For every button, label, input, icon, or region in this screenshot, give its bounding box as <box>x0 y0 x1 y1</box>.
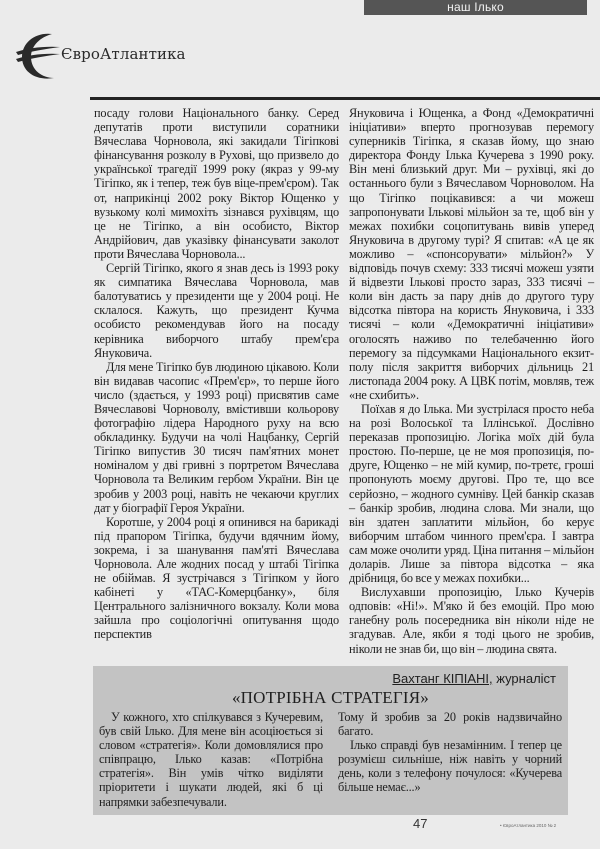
magazine-logo <box>14 30 204 82</box>
euro-logo-icon <box>14 30 64 82</box>
sidebar-columns <box>99 710 562 809</box>
article-column-left <box>94 106 339 656</box>
logo-text: ЄвроАтлантика <box>61 45 186 63</box>
paragraph: Януковича і Ющенка, а Фонд «Демократичні ініціативи» вперто прогнозував перемогу суперників Тігіпка, я сказав йому, що знаю директора Фонду Ілька Кучерева з 1990 року. Він мені близький друг. Ми – рухівці, які до останнього були з Вячеславом Чорноволом. На що Тігіпко поцікавився: а чи можеш запропонувати Ількові мільйон за те, щоб він у межах похибки соцопитувань вивів уперед Януковича в другому турі? Я спитав: «А це як можливо – «спонсорувати» мільйон?» У відповідь почув схему: 333 тисячі можеш узяти й відвезти Ількові просто зараз, 333 тисячі – коли він дасть за пару днів до другого туру відсотка півтора на користь Януковича, і 333 тисячі – коли «Демократичні ініціативи» оголосять наживо по телебаченню його перемогу за підсумками Національного екзит-полу після закриття виборчих дільниць 21 листопада 2004 року. А ЦВК потім, мовляв, теж «не схибить». <box>349 106 594 402</box>
paragraph: Для мене Тігіпко був людиною цікавою. Коли він видавав часопис «Прем'єр», то перше його число (здається, у 1993 році) присвятив саме Вячеславові Чорноволу, вмістивши кольорову фотографію лідера Народного руху на всю обкладинку. Будучи на чолі Нацбанку, Сергій Тігіпко випустив 30 тисяч пам'ятних монет номіналом у дві гривні з портретом Вячеслава Чорновола та Великим гербом України. Він це зробив у 2003 році, навіть не чекаючи круглих дат у біографії Героя України. <box>94 359 339 515</box>
paragraph: посаду голови Національного банку. Серед депутатів проти виступили соратники Вячеслава Чорновола, які закидали Тігіпкові фінансування розколу в Рухові, що призвело до української трагедії 1999 року (якраз у 99-му Тігіпко, як і тепер, теж був віце-прем'єром). Так от, наприкінці 2002 року Віктор Ющенко у вузькому колі мимохіть зізнався рухівцям, що це не Тігіпко, а він особисто, Віктор Андрійович, дав указівку фінансувати заколот проти Вячеслава Чорновола... <box>94 106 339 261</box>
sidebar-column-right <box>338 710 562 809</box>
paragraph: Коротше, у 2004 році я опинився на барикаді під прапором Тігіпка, будучи вдячним йому, зокрема, і за шанування пам'яті Вячеслава Чорновола. Але жодних посад у штабі Тігіпка не обіймав. Я зустрічався з Тігіпком у його кабінеті у «ТАС-Комерцбанку», біля Центрального залізничного вокзалу. Коли мова зайшла про соціологічні опитування щодо перспектив <box>94 514 339 642</box>
sidebar-title: «ПОТРІБНА СТРАТЕГІЯ» <box>231 688 429 707</box>
paragraph: Поїхав я до Ілька. Ми зустрілася просто неба на розі Волоської та Іллінської. Дослівно переказав пропозицію. Логіка моїх дій була простою. По-перше, це не моя пропозиція, по-друге, Ющенко – не мій кумир, по-третє, гроші пропонують моєму другові. Про те, що все серйозно, – жодного сумніву. Цей банкір сказав – банкір зробив, людина слова. Ми знали, що він здатен заплатити мільйон, бо керує виборчим штабом чинного прем'єра. І завтра сам може очолити уряд. Ціна питання – мільйон доларів. Лише за півтора відсотка – яка дрібниця, бо все у межах похибки... <box>349 401 594 586</box>
byline <box>99 671 562 686</box>
paragraph: Сергій Тігіпко, якого я знав десь із 1993 року як симпатика Вячеслава Чорновола, мав балотуватись у президенти ще у 2004 році. Не склалося. Кажуть, що президент Кучма особисто рекомендував його на посаду керівника виборчого штабу прем'єра Януковича. <box>94 261 339 360</box>
issue-info: • ЄвроАтлантика 2010 № 2 <box>500 823 557 828</box>
sidebar-column-left <box>99 710 323 809</box>
sidebar-box <box>93 666 568 815</box>
article-column-right <box>349 106 594 656</box>
paragraph: Вислухавши пропозицію, Ілько Кучерів одповів: «Ні!». М'яко й без емоцій. Про мою ганебну роль посередника він ніколи ніде не згадував. Але, якби я тоді цього не зробив, ніколи не знав би, що він – людина свята. <box>349 585 594 656</box>
article-body <box>94 106 594 656</box>
author-role: журналіст <box>492 671 556 686</box>
page-number: 47 <box>413 816 428 831</box>
header-rule <box>90 97 600 100</box>
paragraph: Тому й зробив за 20 років надзвичайно багато. <box>338 710 562 739</box>
section-tab: наш Ілько <box>364 0 587 15</box>
paragraph: У кожного, хто спілкувався з Кучеревим, був свій Ілько. Для мене він асоціюється зі словом «стратегія». Коли домовлялися про співпрацю, Ілько казав: «Потрібна стратегія». Він умів чітко виділяти пріоритети і шукати людей, які б ці напрямки забезпечували. <box>99 710 323 809</box>
paragraph: Ілько справді був незамінним. І тепер це розумієш сильніше, ніж навіть у чорний день, коли з телефону почулося: «Кучерева більше немає...» <box>338 738 562 795</box>
author-name: Вахтанг КІПІАНІ, <box>392 671 493 686</box>
